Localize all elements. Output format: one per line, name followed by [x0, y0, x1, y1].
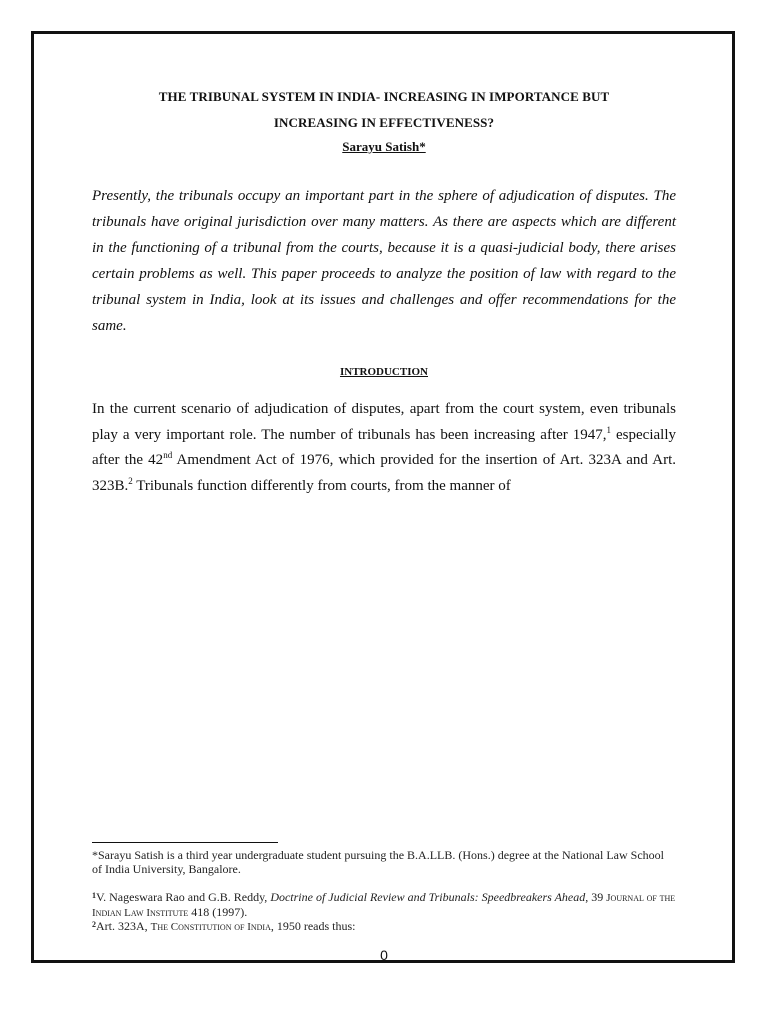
- footnote-marker: 1: [92, 891, 96, 900]
- footnote-reference: 1: [606, 424, 612, 435]
- body-text-part: Tribunals function differently from courts, from the manner of: [132, 478, 511, 495]
- ordinal-suffix: nd: [163, 450, 173, 461]
- body-text-part: In the current scenario of adjudication of disputes, apart from the court system, even tribunals play a very important role. The number of tribunals has been increasing after 1947,: [92, 401, 676, 443]
- footnote-text: Art. 323A,: [96, 919, 151, 933]
- footnote-2: [92, 918, 676, 934]
- introduction-paragraph: [92, 397, 676, 500]
- abstract-paragraph: Presently, the tribunals occupy an important part in the sphere of adjudication of disputes. The tribunals have original jurisdiction over many matters. As there are aspects which are different in the functioning of a tribunal from the courts, because it is a quasi-judicial body, there arises certain problems as well. This paper proceeds to analyze the position of law with regard to the tribunal system in India, look at its issues and challenges and offer recommendations for the same.: [92, 188, 676, 334]
- footnote-text: , 1950 reads thus:: [270, 919, 356, 933]
- footnote-journal-name: Journal of the Indian Law Institute: [92, 892, 676, 919]
- footnote-text: V. Nageswara Rao and G.B. Reddy,: [96, 890, 271, 904]
- footnote-text: 418 (1997).: [188, 905, 248, 919]
- footnote-reference: 2: [128, 476, 133, 487]
- document-title-line-1: THE TRIBUNAL SYSTEM IN INDIA- INCREASING IN IMPORTANCE BUT: [158, 89, 610, 104]
- footnote-source-name: The Constitution of India: [150, 921, 271, 933]
- footnote-text: *Sarayu Satish is a third year undergraduate student pursuing the B.A.LLB. (Hons.) degree at the National Law School of India University, Bangalore.: [92, 848, 664, 876]
- footnote-author: [92, 848, 676, 876]
- body-text-part: Amendment Act of 1976, which provided for the insertion of Art. 323A and Art. 323B.: [92, 452, 676, 495]
- document-title-line-2: INCREASING IN EFFECTIVENESS?: [273, 115, 495, 130]
- page-number: 0: [380, 947, 388, 963]
- body-text-part: especially after the 42: [92, 426, 676, 469]
- footnote-article-title: Doctrine of Judicial Review and Tribunals: Speedbreakers Ahead: [270, 890, 586, 904]
- footnote-text: , 39: [585, 890, 607, 904]
- footnote-marker: 2: [92, 920, 96, 929]
- footnote-separator: [92, 842, 278, 843]
- section-heading-introduction: INTRODUCTION: [339, 366, 428, 378]
- author-name: Sarayu Satish*: [342, 139, 426, 154]
- footnote-1: [92, 889, 676, 920]
